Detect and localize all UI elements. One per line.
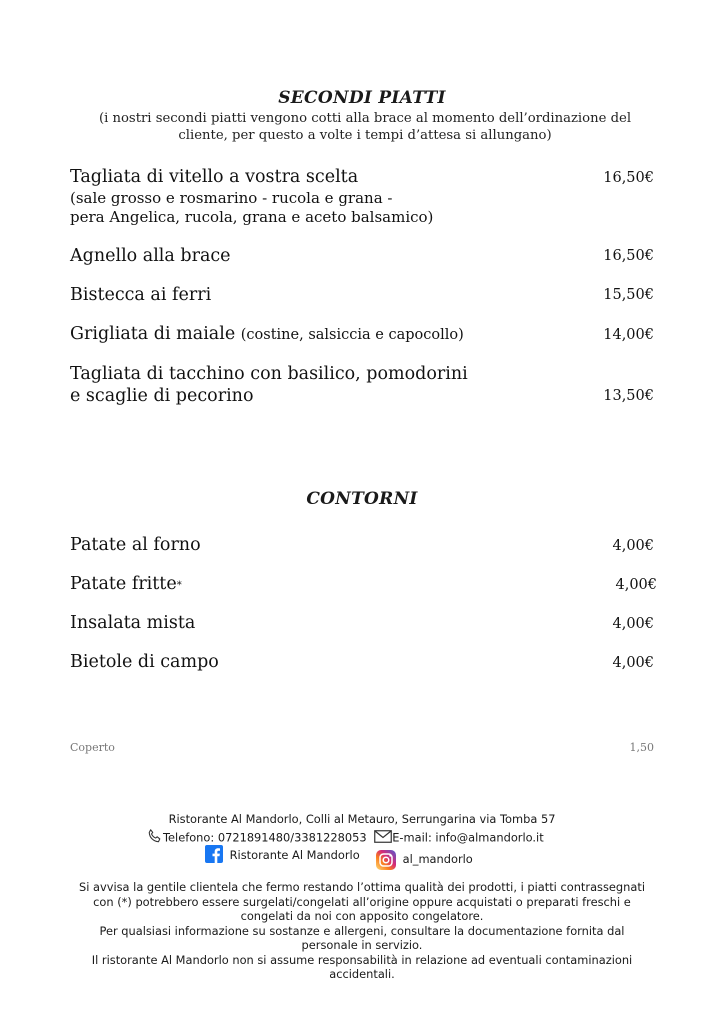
dish-tacchino-name-line1: Tagliata di tacchino con basilico, pomodorini [70,364,468,384]
disclaimer-line7: accidentali. [329,967,395,981]
dish-bistecca-price: 15,50€ [603,287,654,303]
email-icon [374,830,392,846]
contorno-insalata-price: 4,00€ [612,616,654,632]
dish-grigliata-maiale-name: Grigliata di maiale [70,324,236,344]
instagram-icon [376,850,396,873]
footer-social-instagram [376,846,473,873]
contorno-bietole-name: Bietole di campo [70,652,219,672]
dish-bistecca-name: Bistecca ai ferri [70,285,212,305]
disclaimer-line5: personale in servizio. [301,938,423,952]
footer-disclaimer [60,880,664,982]
facebook-icon [205,845,223,866]
disclaimer-line4: Per qualsiasi informazione su sostanze e allergeni, consultare la documentazione fornita dal [99,923,625,938]
disclaimer-line2: con (*) potrebbero essere surgelati/congelati all’origine oppure acquistati o preparati freschi e [93,894,631,909]
contorno-patate-forno-price: 4,00€ [612,538,654,554]
contorno-patate-fritte-name: Patate fritte [70,574,177,594]
dish-agnello-name: Agnello alla brace [70,246,231,266]
contorno-patate-forno-name: Patate al forno [70,535,201,555]
secondi-note-line1: (i nostri secondi piatti vengono cotti alla brace al momento dell’ordinazione del [98,111,632,126]
dish-tagliata-vitello-detail1: (sale grosso e rosmarino - rucola e grana - [70,189,393,207]
phone-icon [146,828,163,848]
dish-tacchino-name-line2: e scaglie di pecorino [70,386,254,406]
disclaimer-line1: Si avvisa la gentile clientela che fermo restando l’ottima qualità dei prodotti, i piatti contrassegnati [78,880,645,894]
coperto-price: 1,50 [629,741,654,754]
footer-address: Ristorante Al Mandorlo, Colli al Metauro, Serrungarina via Tomba 57 [168,812,556,826]
dish-grigliata-maiale [70,323,464,346]
contorno-bietole-price: 4,00€ [612,655,654,671]
footer-phone: Telefono: 0721891480/3381228053 [163,830,367,845]
coperto-label: Coperto [70,741,115,754]
secondi-note-line2: cliente, per questo a volte i tempi d’attesa si allungano) [178,128,552,143]
dish-tagliata-vitello-price: 16,50€ [603,170,654,186]
footer-facebook-name: Ristorante Al Mandorlo [229,848,360,862]
dish-tacchino-price: 13,50€ [603,388,654,404]
contorno-insalata-name: Insalata mista [70,613,196,633]
contorno-patate-fritte-price: 4,00€ [615,577,657,593]
dish-grigliata-maiale-detail: (costine, salsiccia e capocollo) [240,327,464,343]
dish-agnello-price: 16,50€ [603,248,654,264]
dish-grigliata-maiale-price: 14,00€ [603,327,654,343]
dish-tagliata-vitello-detail2: pera Angelica, rucola, grana e aceto balsamico) [70,208,434,226]
footer-email: E-mail: info@almandorlo.it [392,830,544,845]
frozen-mark: * [176,580,182,591]
footer-instagram-name: al_mandorlo [402,852,473,866]
section-title-secondi: SECONDI PIATTI [278,88,446,108]
disclaimer-line6: Il ristorante Al Mandorlo non si assume responsabilità in relazione ad eventuali contaminazioni [91,952,633,967]
contorno-patate-fritte [70,573,182,597]
dish-tagliata-vitello-name: Tagliata di vitello a vostra scelta [70,167,359,187]
footer-social-facebook [205,845,360,866]
secondi-note [80,110,650,144]
section-title-contorni: CONTORNI [306,489,418,509]
disclaimer-line3: congelati da noi con apposito congelatore. [240,909,484,923]
